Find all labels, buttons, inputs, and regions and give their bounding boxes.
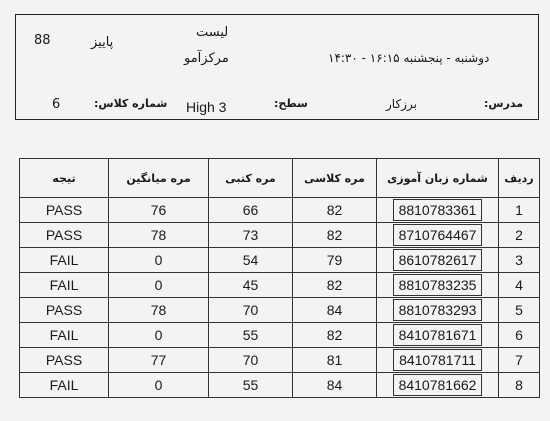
column-header-average-score: مره میانگین — [109, 159, 209, 198]
row-number: 5 — [499, 298, 540, 323]
row-number: 2 — [499, 223, 540, 248]
table-row — [20, 223, 540, 248]
result: FAIL — [20, 248, 109, 273]
column-header-student-id: شماره زبان آموزی — [377, 159, 499, 198]
written-score: 54 — [209, 248, 293, 273]
row-number: 3 — [499, 248, 540, 273]
result: FAIL — [20, 323, 109, 348]
result: FAIL — [20, 373, 109, 398]
teacher-label: مدرس: — [484, 97, 524, 110]
level-value: High 3 — [186, 99, 227, 115]
written-score: 70 — [209, 298, 293, 323]
result: FAIL — [20, 273, 109, 298]
grades-table — [19, 158, 540, 398]
student-id: 8810783235 — [393, 274, 483, 296]
class-score: 82 — [293, 223, 377, 248]
table-row — [20, 248, 540, 273]
average-score: 0 — [109, 323, 209, 348]
term-label: پاییز — [91, 35, 114, 50]
column-header-class-score: مره کلاسی — [293, 159, 377, 198]
row-number: 7 — [499, 348, 540, 373]
table-row — [20, 298, 540, 323]
table-row — [20, 273, 540, 298]
student-id: 8810783293 — [393, 299, 483, 321]
class-score: 79 — [293, 248, 377, 273]
average-score: 0 — [109, 373, 209, 398]
student-id: 8410781671 — [393, 324, 483, 346]
table-row — [20, 348, 540, 373]
row-number: 4 — [499, 273, 540, 298]
column-header-result: تیجه — [20, 159, 109, 198]
class-number-value: 6 — [52, 97, 61, 112]
result: PASS — [20, 298, 109, 323]
class-score: 82 — [293, 198, 377, 223]
schedule-text: دوشنبه - پنجشنبه ۱۶:۱۵ - ۱۴:۳۰ — [328, 51, 490, 65]
student-id: 8810783361 — [393, 199, 483, 221]
table-row — [20, 198, 540, 223]
result: PASS — [20, 223, 109, 248]
written-score: 55 — [209, 373, 293, 398]
term-number: 88 — [34, 33, 51, 48]
written-score: 45 — [209, 273, 293, 298]
class-score: 81 — [293, 348, 377, 373]
row-number: 6 — [499, 323, 540, 348]
student-id: 8610782617 — [393, 249, 483, 271]
class-number-label: شماره کلاس: — [94, 97, 168, 110]
teacher-value: برزکار — [386, 97, 417, 111]
average-score: 78 — [109, 298, 209, 323]
written-score: 73 — [209, 223, 293, 248]
list-label: لیست — [196, 25, 229, 40]
average-score: 77 — [109, 348, 209, 373]
column-header-written-score: مره کتبی — [209, 159, 293, 198]
row-number: 8 — [499, 373, 540, 398]
level-label: سطح: — [274, 97, 308, 110]
class-score: 84 — [293, 298, 377, 323]
row-number: 1 — [499, 198, 540, 223]
average-score: 76 — [109, 198, 209, 223]
written-score: 55 — [209, 323, 293, 348]
table-row — [20, 323, 540, 348]
written-score: 66 — [209, 198, 293, 223]
written-score: 70 — [209, 348, 293, 373]
column-header-row-number: ردیف — [499, 159, 540, 198]
header-box — [15, 14, 539, 120]
class-score: 84 — [293, 373, 377, 398]
average-score: 0 — [109, 248, 209, 273]
class-score: 82 — [293, 323, 377, 348]
student-id: 8410781711 — [393, 349, 482, 371]
class-score: 82 — [293, 273, 377, 298]
table-row — [20, 373, 540, 398]
student-id: 8410781662 — [393, 374, 483, 396]
result: PASS — [20, 198, 109, 223]
student-id: 8710764467 — [393, 224, 483, 246]
average-score: 78 — [109, 223, 209, 248]
center-label: مرکزآمو — [184, 51, 229, 66]
result: PASS — [20, 348, 109, 373]
average-score: 0 — [109, 273, 209, 298]
table-header-row — [20, 159, 540, 198]
